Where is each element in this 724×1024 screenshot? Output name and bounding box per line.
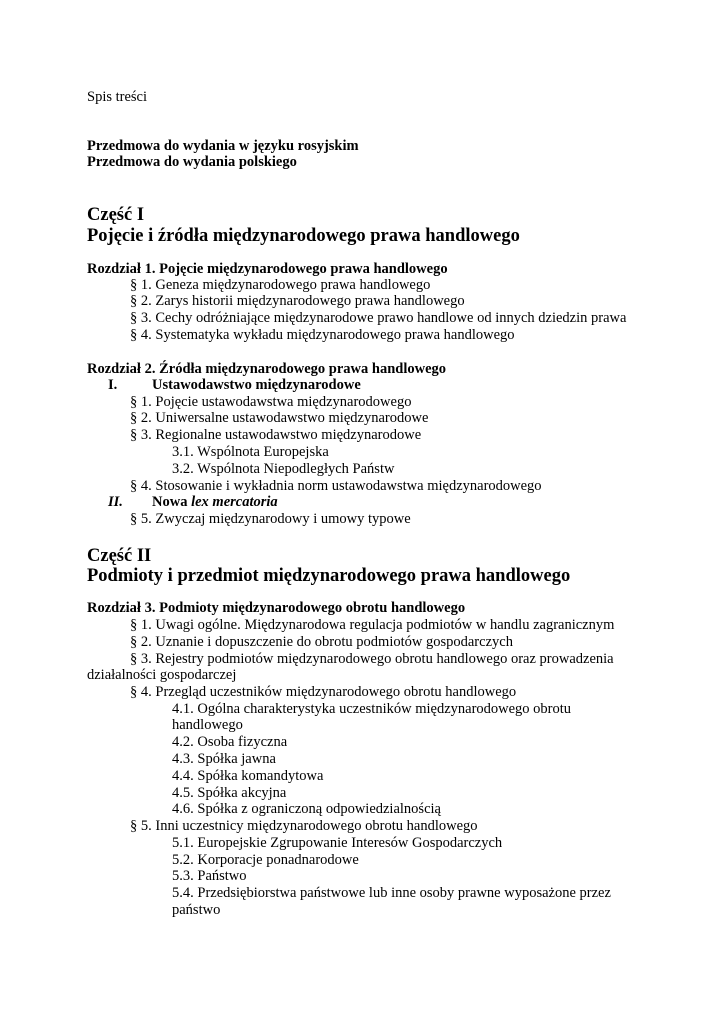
chapter2-subitem: 3.1. Wspólnota Europejska [172, 444, 329, 460]
chapter3-item: § 2. Uznanie i dopuszczenie do obrotu podmiotów gospodarczych [130, 634, 513, 650]
preface-polish: Przedmowa do wydania polskiego [87, 154, 297, 170]
chapter3-subitem: 4.4. Spółka komandytowa [172, 768, 324, 784]
chapter2-item: § 4. Stosowanie i wykładnia norm ustawodawstwa międzynarodowego [130, 478, 542, 494]
part2-title: Podmioty i przedmiot międzynarodowego prawa handlowego [87, 566, 571, 586]
chapter2-item: § 5. Zwyczaj międzynarodowy i umowy typowe [130, 511, 411, 527]
part2-label: Część II [87, 546, 152, 566]
chapter2-subitem: 3.2. Wspólnota Niepodległych Państw [172, 461, 395, 477]
chapter3-item: § 1. Uwagi ogólne. Międzynarodowa regulacja podmiotów w handlu zagranicznym [130, 617, 615, 633]
chapter1-item: § 2. Zarys historii międzynarodowego prawa handlowego [130, 293, 465, 309]
section1-number: I. [108, 377, 118, 393]
part1-title: Pojęcie i źródła międzynarodowego prawa handlowego [87, 226, 520, 246]
chapter2-item: § 3. Regionalne ustawodawstwo międzynarodowe [130, 427, 422, 443]
section2-number: II. [108, 494, 123, 510]
chapter3-subitem: 5.3. Państwo [172, 868, 247, 884]
chapter3-subitem: 4.2. Osoba fizyczna [172, 734, 288, 750]
chapter2-title: Rozdział 2. Źródła międzynarodowego prawa handlowego [87, 361, 447, 377]
chapter1-item: § 1. Geneza międzynarodowego prawa handlowego [130, 277, 431, 293]
chapter3-item: § 5. Inni uczestnicy międzynarodowego obrotu handlowego [130, 818, 478, 834]
chapter3-subitem: 4.5. Spółka akcyjna [172, 785, 287, 801]
toc-heading: Spis treści [87, 89, 148, 105]
section1-title: Ustawodawstwo międzynarodowe [152, 377, 361, 393]
chapter3-subitem: 4.1. Ogólna charakterystyka uczestników międzynarodowego obrotu [172, 701, 572, 717]
chapter2-item: § 1. Pojęcie ustawodawstwa międzynarodowego [130, 394, 412, 410]
part1-label: Część I [87, 205, 145, 225]
chapter3-subitem: 4.3. Spółka jawna [172, 751, 276, 767]
section2-title [152, 494, 278, 510]
chapter3-subitem: 5.2. Korporacje ponadnarodowe [172, 852, 359, 868]
preface-russian: Przedmowa do wydania w języku rosyjskim [87, 138, 359, 154]
chapter1-title: Rozdział 1. Pojęcie międzynarodowego prawa handlowego [87, 261, 448, 277]
chapter1-item: § 3. Cechy odróżniające międzynarodowe prawo handlowe od innych dziedzin prawa [130, 310, 627, 326]
chapter3-item: § 4. Przegląd uczestników międzynarodowego obrotu handlowego [130, 684, 517, 700]
section2-title-prefix: Nowa [152, 494, 192, 510]
chapter3-subitem: 5.1. Europejskie Zgrupowanie Interesów Gospodarczych [172, 835, 503, 851]
chapter3-subitem: 4.6. Spółka z ograniczoną odpowiedzialnością [172, 801, 441, 817]
chapter3-item-continuation: działalności gospodarczej [87, 667, 237, 683]
chapter3-title: Rozdział 3. Podmioty międzynarodowego obrotu handlowego [87, 600, 466, 616]
chapter3-subitem: 5.4. Przedsiębiorstwa państwowe lub inne osoby prawne wyposażone przez [172, 885, 611, 901]
section2-title-italic: lex mercatoria [191, 494, 278, 510]
chapter3-subitem-continuation: handlowego [172, 717, 243, 733]
chapter1-item: § 4. Systematyka wykładu międzynarodowego prawa handlowego [130, 327, 515, 343]
chapter3-subitem-continuation: państwo [172, 902, 221, 918]
chapter2-item: § 2. Uniwersalne ustawodawstwo międzynarodowe [130, 410, 429, 426]
chapter3-item: § 3. Rejestry podmiotów międzynarodowego obrotu handlowego oraz prowadzenia [130, 651, 614, 667]
